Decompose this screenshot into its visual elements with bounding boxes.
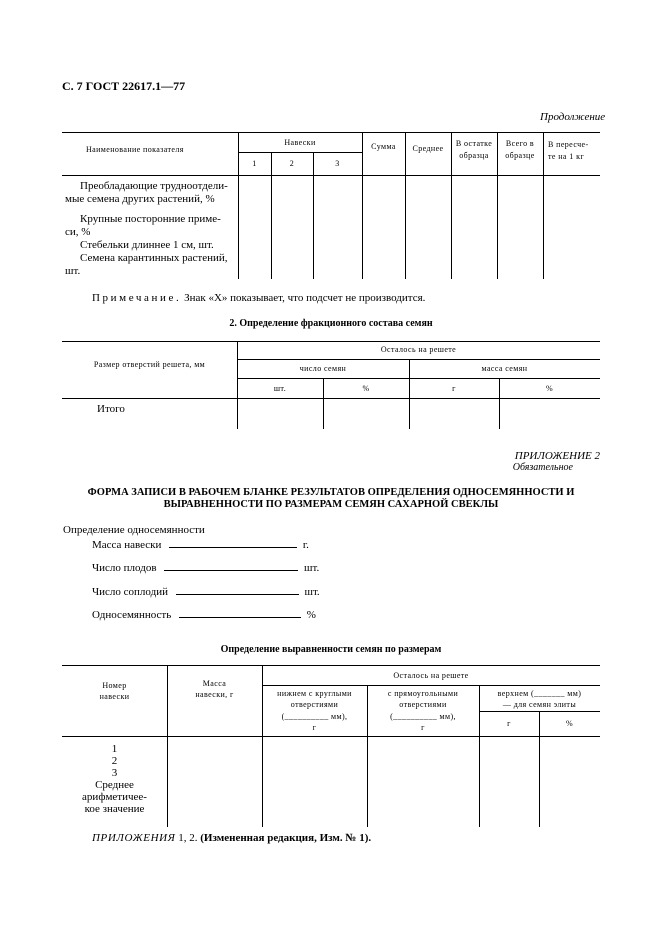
section-2-title: 2. Определение фракционного состава семян xyxy=(229,318,433,329)
sub-unit: % xyxy=(545,384,554,393)
sample-num: 2 xyxy=(289,159,295,168)
col-recalc: те на 1 кг xyxy=(548,152,585,161)
col-sample-number: Номер xyxy=(102,681,127,690)
col-seed-mass: масса семян xyxy=(481,364,528,373)
col-recalc: В пересче- xyxy=(548,140,589,149)
fill-line[interactable] xyxy=(164,561,298,571)
appendix-title: ВЫРАВНЕННОСТИ ПО РАЗМЕРАМ СЕМЯН САХАРНОЙ СВЕКЛЫ xyxy=(163,499,499,510)
col-total: образце xyxy=(505,151,535,160)
sample-num: 1 xyxy=(252,159,257,168)
field-sample-mass: Масса навески г. xyxy=(92,539,309,551)
row-label: 1 xyxy=(111,743,118,755)
col-remained: Осталось на решете xyxy=(380,345,457,354)
row-label: кое значение xyxy=(84,803,145,815)
appendix-title: ФОРМА ЗАПИСИ В РАБОЧЕМ БЛАНКЕ РЕЗУЛЬТАТОВ ОПРЕДЕЛЕНИЯ ОДНОСЕМЯННОСТИ И xyxy=(87,487,575,498)
col-rect-sieve: г xyxy=(421,723,425,732)
sample-num: 3 xyxy=(335,159,340,168)
col-total: Всего в xyxy=(505,139,535,148)
uniformity-title: Определение выравненности семян по размерам xyxy=(220,644,442,655)
col-rect-sieve: (__________ мм), xyxy=(390,712,456,721)
col-remainder: образца xyxy=(459,151,489,160)
col-samples: Навески xyxy=(284,138,316,147)
sub-unit: г xyxy=(507,719,511,728)
col-lower-sieve: г xyxy=(312,723,317,732)
field-fruits: Число плодов шт. xyxy=(92,562,320,574)
col-lower-sieve: (__________ мм), xyxy=(281,712,348,721)
col-average: Среднее xyxy=(412,144,444,153)
sub-unit: шт. xyxy=(273,384,287,393)
row-label: Стебельки длиннее 1 см, шт. xyxy=(80,239,214,251)
sub-unit: % xyxy=(362,384,370,393)
row-label: Семена карантинных растений, xyxy=(80,252,228,264)
col-upper-sieve: верхнем (_______ мм) xyxy=(497,689,582,698)
sub-unit: % xyxy=(565,719,574,728)
col-sample-mass: навески, г xyxy=(195,690,234,699)
fill-line[interactable] xyxy=(169,538,297,548)
note: Примечание. Знак «X» показывает, что подсчет не производится. xyxy=(92,292,426,304)
col-indicator-name: Наименование показателя xyxy=(86,145,184,154)
fill-line[interactable] xyxy=(176,585,299,595)
col-sample-number: навески xyxy=(99,692,130,701)
row-label: арифметичее- xyxy=(82,791,147,803)
col-remained: Осталось на решете xyxy=(393,671,469,680)
footer-note: ПРИЛОЖЕНИЯ 1, 2. (Измененная редакция, Изм. № 1). xyxy=(92,832,372,844)
col-remainder: В остатке xyxy=(455,139,493,148)
field-clusters: Число соплодий шт. xyxy=(92,586,320,598)
row-label: Среднее xyxy=(95,779,134,791)
page-reference: С. 7 ГОСТ 22617.1—77 xyxy=(62,79,186,93)
row-label: мые семена других растений, % xyxy=(65,193,215,205)
field-monoseed: Односемянность % xyxy=(92,609,316,621)
row-label: 3 xyxy=(111,767,118,779)
col-lower-sieve: нижнем с круглыми xyxy=(277,689,352,698)
col-lower-sieve: отверстиями xyxy=(290,700,339,709)
col-rect-sieve: с прямоугольными xyxy=(387,689,459,698)
col-rect-sieve: отверстиями xyxy=(399,700,447,709)
row-label: Крупные посторонние приме- xyxy=(80,213,221,225)
row-label: си, % xyxy=(65,226,91,238)
col-sample-mass: Масса xyxy=(202,679,227,688)
appendix-status: Обязательное xyxy=(512,462,573,473)
col-seed-count: число семян xyxy=(299,364,347,373)
col-sieve-size: Размер отверстий решета, мм xyxy=(93,360,206,369)
row-label: шт. xyxy=(65,265,81,277)
row-label: 2 xyxy=(111,755,118,767)
continuation-label: Продолжение xyxy=(540,111,606,123)
form-heading: Определение односемянности xyxy=(63,524,205,536)
appendix-label: ПРИЛОЖЕНИЕ 2 xyxy=(514,450,600,462)
row-label: Преобладающие трудноотдели- xyxy=(80,180,228,192)
fill-line[interactable] xyxy=(179,608,301,618)
sub-unit: г xyxy=(452,384,456,393)
col-sum: Сумма xyxy=(371,142,396,151)
total-row-label: Итого xyxy=(97,403,125,415)
col-upper-sieve: — для семян элиты xyxy=(502,700,577,709)
